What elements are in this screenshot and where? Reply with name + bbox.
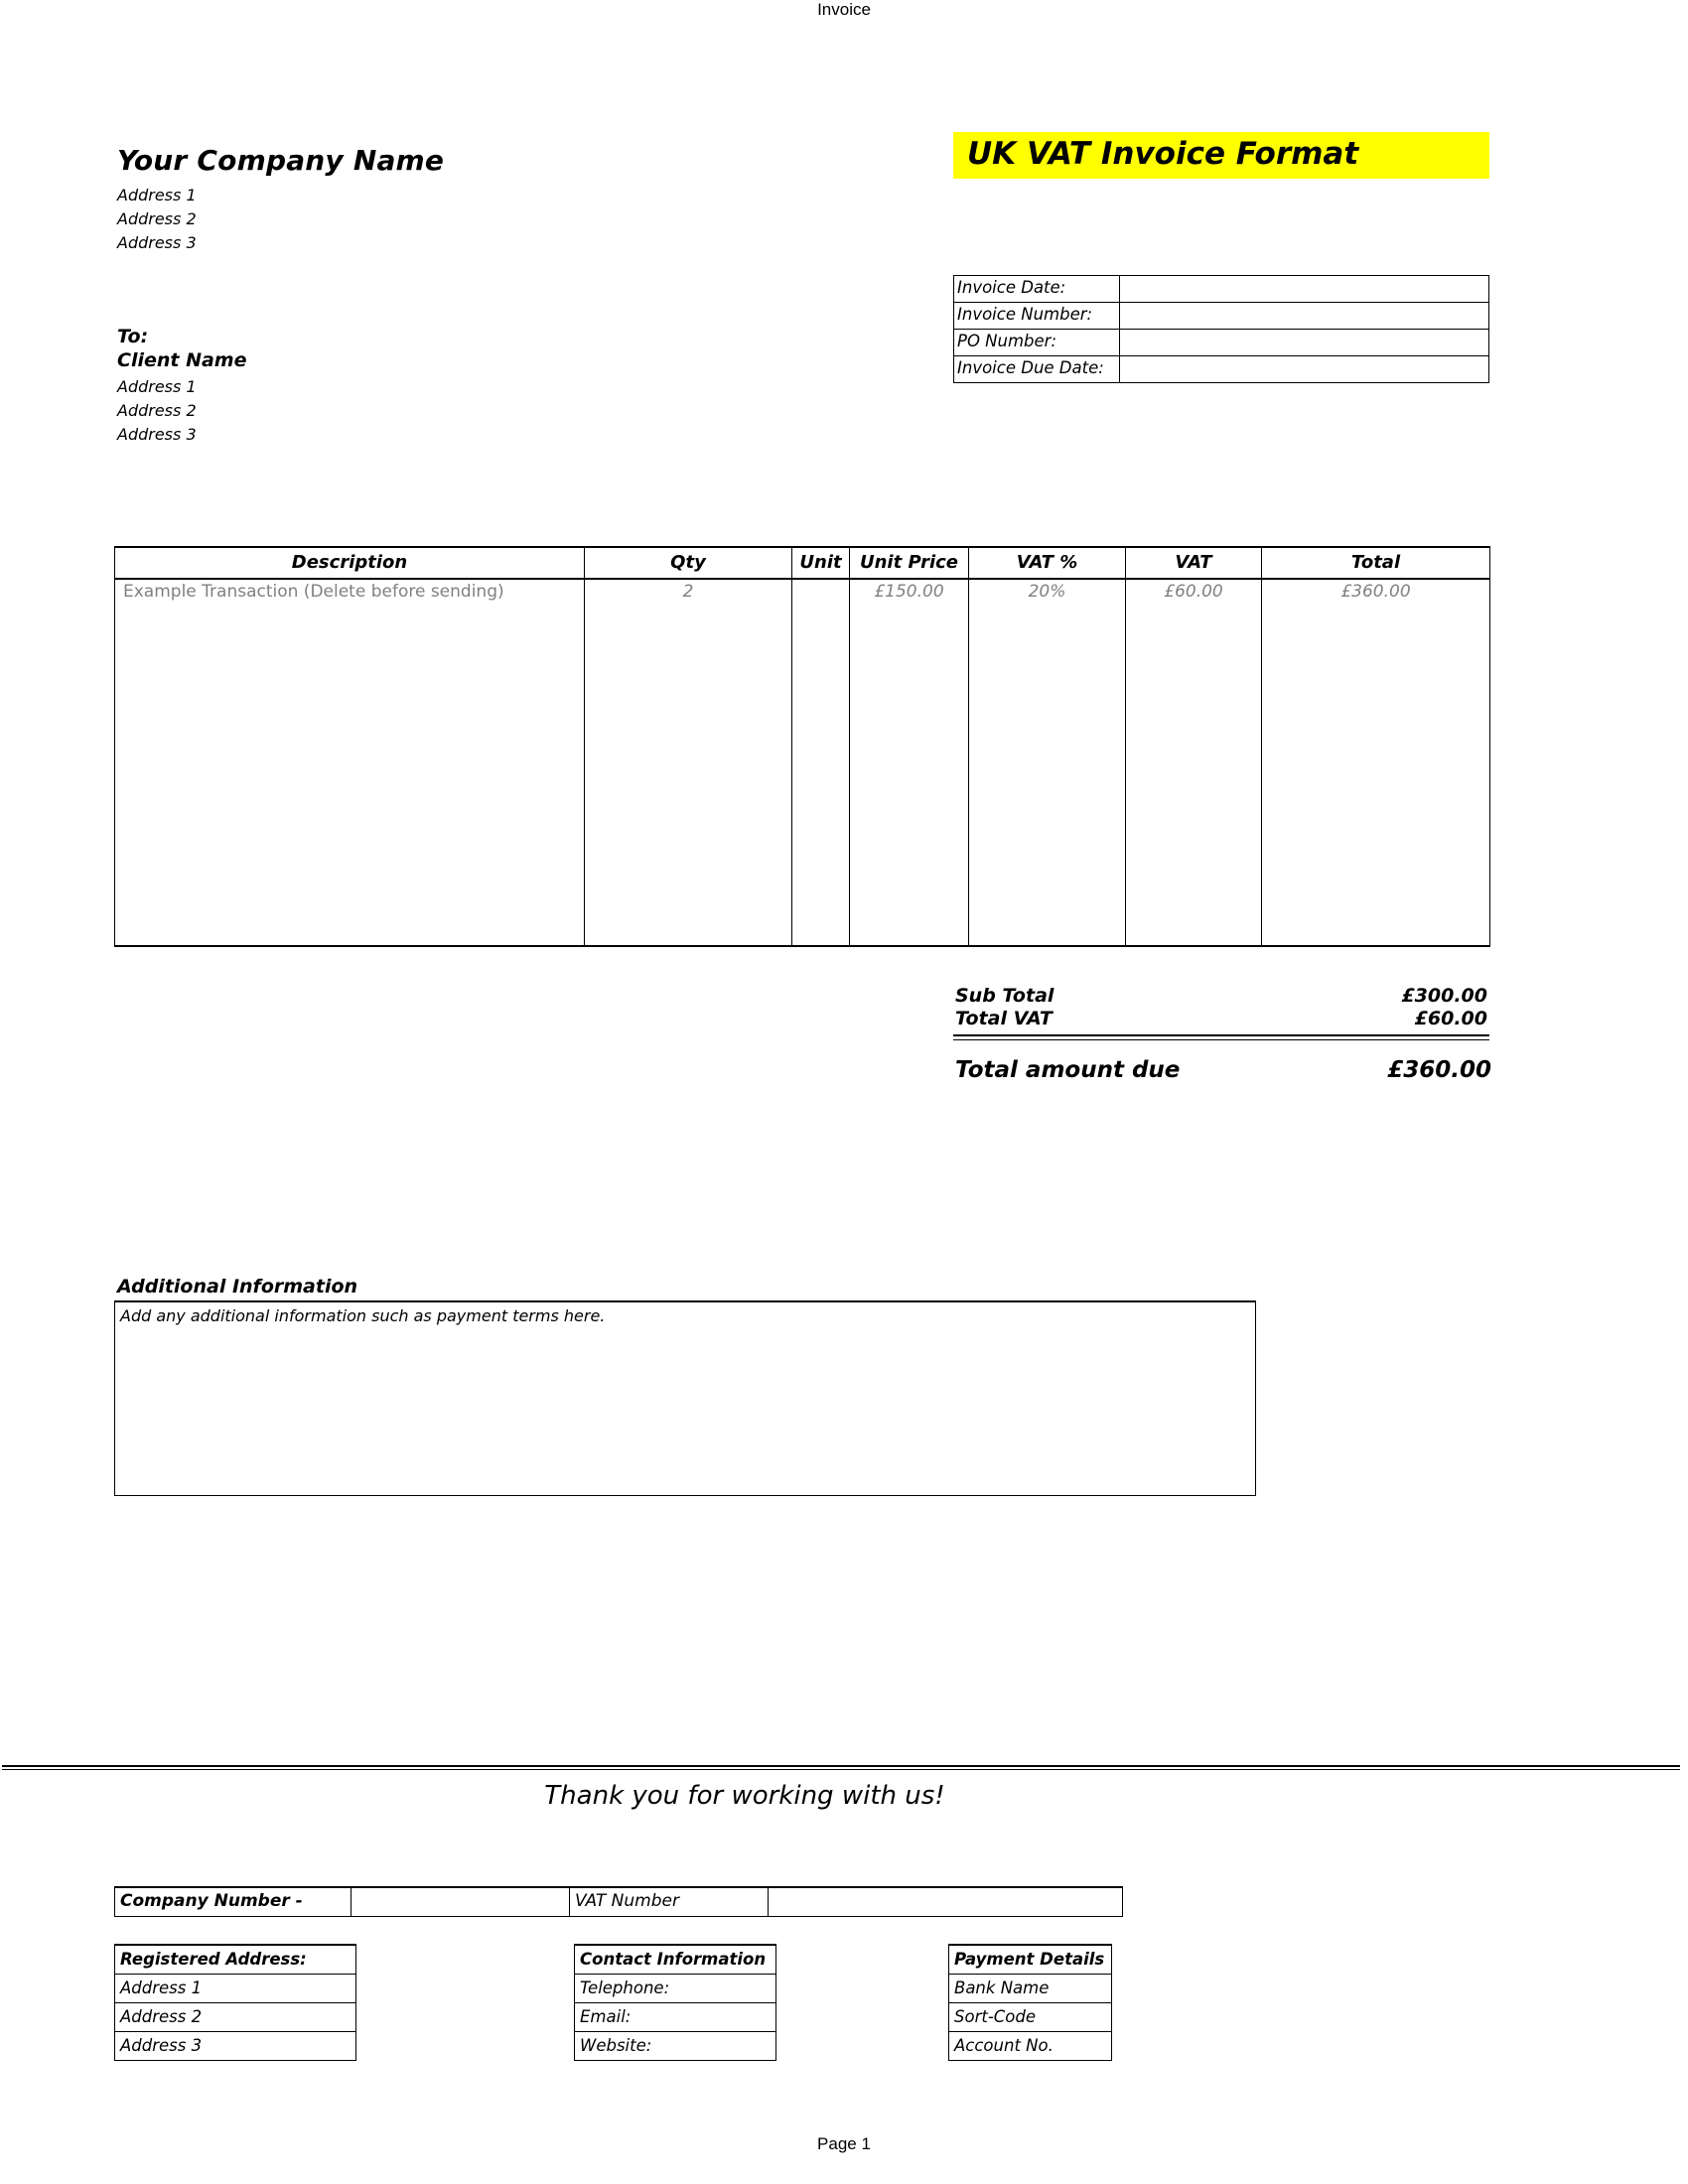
payment-bank-name-label[interactable]: Bank Name (949, 1975, 1112, 2003)
table-row (115, 1975, 356, 2003)
client-address-line-3: Address 3 (117, 425, 197, 444)
additional-information-box[interactable] (114, 1300, 1256, 1496)
line-item-unit-price[interactable]: £150.00 (850, 579, 969, 606)
to-label: To: (117, 326, 149, 347)
invoice-meta-table (953, 275, 1489, 383)
line-item-vat[interactable]: £60.00 (1126, 579, 1262, 606)
invoice-number-field[interactable] (1120, 303, 1489, 330)
column-header-vat: VAT (1126, 547, 1262, 579)
contact-information-table (574, 1944, 776, 2061)
vat-number-field[interactable] (769, 1887, 1123, 1917)
po-number-label: PO Number: (954, 330, 1120, 356)
empty-cell-unit[interactable] (792, 606, 850, 946)
table-row (949, 1975, 1112, 2003)
line-items-table (114, 546, 1490, 947)
sub-total-value: £300.00 (1401, 985, 1487, 1007)
empty-cell-unit-price[interactable] (850, 606, 969, 946)
additional-information-placeholder[interactable]: Add any additional information such as payment terms here. (120, 1306, 606, 1325)
table-row (949, 1945, 1112, 1975)
total-vat-value: £60.00 (1414, 1008, 1487, 1029)
registration-numbers-table (114, 1886, 1123, 1917)
registered-address-header: Registered Address: (115, 1945, 356, 1975)
page-header-label: Invoice (817, 0, 871, 19)
sub-total-row (953, 985, 1489, 1008)
empty-cell-vat[interactable] (1126, 606, 1262, 946)
footer-divider (2, 1765, 1680, 1770)
grand-total-label: Total amount due (955, 1057, 1181, 1083)
column-header-qty: Qty (585, 547, 792, 579)
empty-cell-qty[interactable] (585, 606, 792, 946)
table-row (115, 1887, 1123, 1917)
company-address-line-3: Address 3 (117, 233, 197, 252)
line-item-vat-percent[interactable]: 20% (969, 579, 1126, 606)
registered-address-line-3[interactable]: Address 3 (115, 2032, 356, 2061)
contact-email-label[interactable]: Email: (575, 2003, 776, 2032)
po-number-field[interactable] (1120, 330, 1489, 356)
payment-account-no-label[interactable]: Account No. (949, 2032, 1112, 2061)
grand-total-value: £360.00 (1387, 1057, 1491, 1083)
column-header-total: Total (1262, 547, 1490, 579)
thank-you-message: Thank you for working with us! (544, 1781, 945, 1811)
table-row (115, 1945, 356, 1975)
contact-information-header: Contact Information (575, 1945, 776, 1975)
column-header-unit-price: Unit Price (850, 547, 969, 579)
line-item-total[interactable]: £360.00 (1262, 579, 1490, 606)
empty-cell-description[interactable] (115, 606, 585, 946)
payment-details-header: Payment Details (949, 1945, 1112, 1975)
empty-cell-total[interactable] (1262, 606, 1490, 946)
total-vat-row (953, 1008, 1489, 1030)
line-item-description[interactable]: Example Transaction (Delete before sending) (115, 579, 585, 606)
sub-total-label: Sub Total (955, 985, 1055, 1007)
column-header-unit: Unit (792, 547, 850, 579)
client-name: Client Name (117, 349, 247, 371)
table-row (949, 2003, 1112, 2032)
table-row (949, 2032, 1112, 2061)
totals-divider (953, 1034, 1489, 1040)
additional-information-label: Additional Information (117, 1276, 358, 1297)
payment-sort-code-label[interactable]: Sort-Code (949, 2003, 1112, 2032)
company-number-label: Company Number - (115, 1887, 352, 1917)
table-row[interactable] (115, 579, 1490, 606)
company-name: Your Company Name (117, 144, 445, 177)
company-address-line-2: Address 2 (117, 209, 197, 228)
invoice-due-date-label: Invoice Due Date: (954, 356, 1120, 383)
total-vat-label: Total VAT (955, 1008, 1053, 1029)
line-item-qty[interactable]: 2 (585, 579, 792, 606)
totals-block (953, 985, 1489, 1040)
table-row (954, 330, 1489, 356)
line-item-unit[interactable] (792, 579, 850, 606)
client-address-line-1: Address 1 (117, 377, 197, 396)
page-number-label: Page 1 (817, 2134, 871, 2153)
company-address-line-1: Address 1 (117, 186, 197, 205)
table-row (575, 2032, 776, 2061)
column-header-vat-percent: VAT % (969, 547, 1126, 579)
table-row (954, 356, 1489, 383)
table-row (115, 2003, 356, 2032)
line-items-empty-area[interactable] (115, 606, 1490, 946)
grand-total-row (953, 1057, 1493, 1083)
invoice-due-date-field[interactable] (1120, 356, 1489, 383)
client-address-line-2: Address 2 (117, 401, 197, 420)
contact-telephone-label[interactable]: Telephone: (575, 1975, 776, 2003)
document-title: UK VAT Invoice Format (953, 132, 1489, 179)
company-number-field[interactable] (352, 1887, 570, 1917)
line-items-header-row (115, 547, 1490, 579)
table-row (954, 276, 1489, 303)
invoice-date-label: Invoice Date: (954, 276, 1120, 303)
payment-details-table (948, 1944, 1112, 2061)
vat-number-label: VAT Number (570, 1887, 769, 1917)
registered-address-line-2[interactable]: Address 2 (115, 2003, 356, 2032)
empty-cell-vat-percent[interactable] (969, 606, 1126, 946)
column-header-description: Description (115, 547, 585, 579)
contact-website-label[interactable]: Website: (575, 2032, 776, 2061)
registered-address-table (114, 1944, 356, 2061)
table-row (115, 2032, 356, 2061)
table-row (954, 303, 1489, 330)
table-row (575, 2003, 776, 2032)
registered-address-line-1[interactable]: Address 1 (115, 1975, 356, 2003)
invoice-date-field[interactable] (1120, 276, 1489, 303)
table-row (575, 1975, 776, 2003)
table-row (575, 1945, 776, 1975)
invoice-number-label: Invoice Number: (954, 303, 1120, 330)
